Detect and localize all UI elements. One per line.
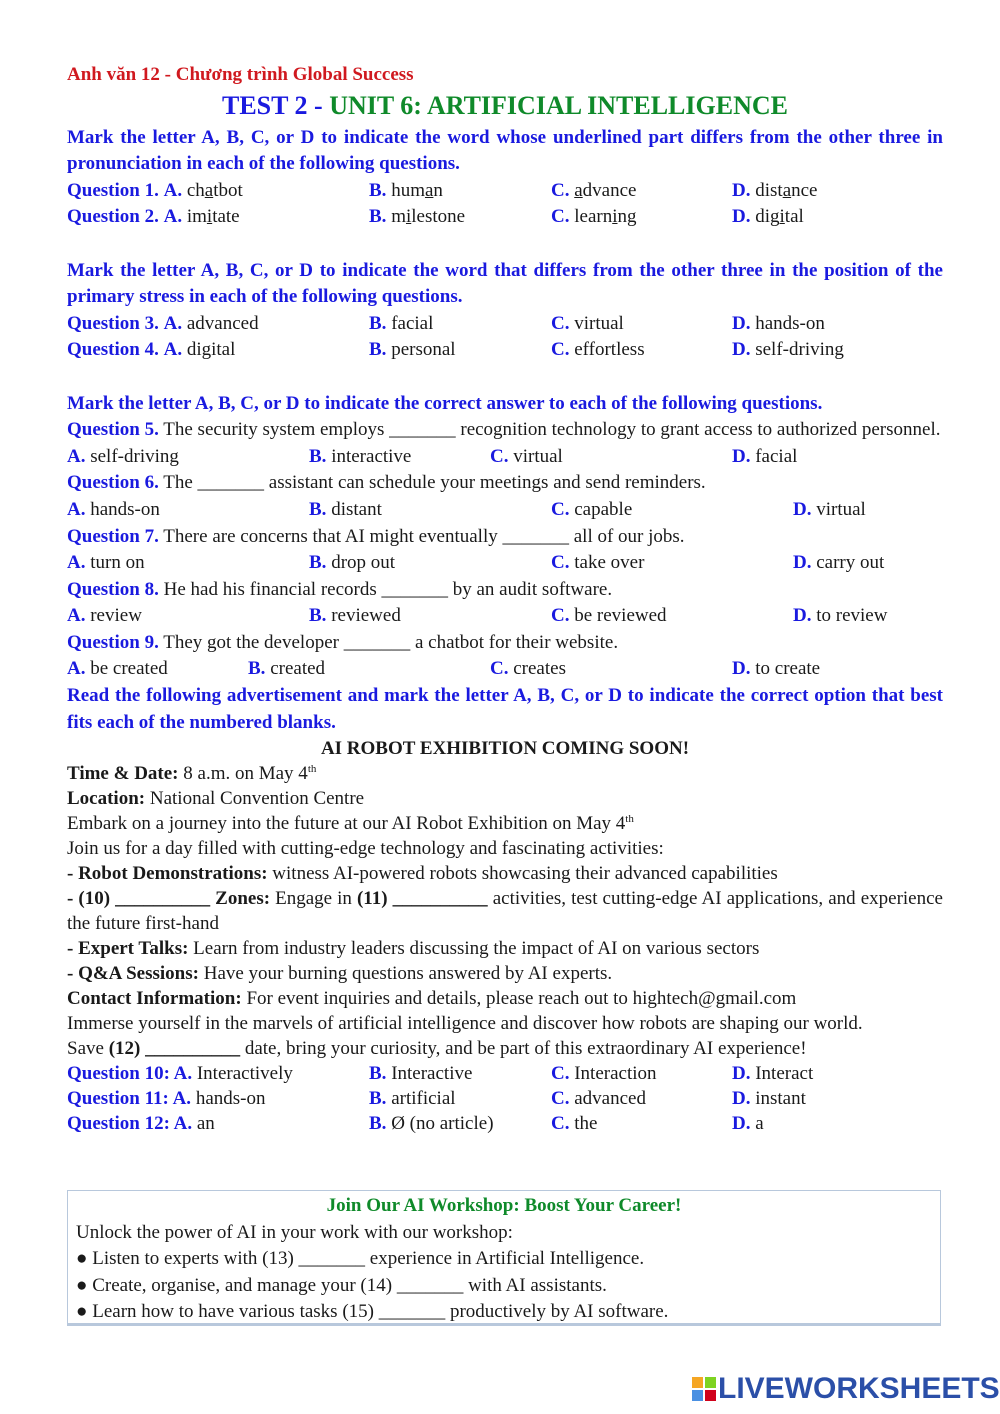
option-text: artificial xyxy=(386,1088,456,1110)
contact-text: For event inquiries and details, please reach out to hightech@gmail.com xyxy=(241,988,797,1010)
ad-join: Join us for a day filled with cutting-edge technology and fascinating activities: xyxy=(67,838,664,860)
option-text: facial xyxy=(391,312,434,334)
option-letter: B. xyxy=(369,1113,387,1135)
workshop-bullet-15: ● Learn how to have various tasks (15) _______ productively by AI software. xyxy=(76,1301,669,1322)
option-letter: B. xyxy=(309,605,327,627)
option-text: hum xyxy=(391,179,425,201)
option-letter: A. xyxy=(67,445,86,467)
save-text: Save xyxy=(67,1038,109,1060)
worksheet-page xyxy=(67,62,943,1136)
question-2-label: Question 2. xyxy=(67,206,159,228)
option-text: the xyxy=(569,1113,598,1135)
logo-square xyxy=(692,1390,703,1401)
option-text: created xyxy=(270,658,326,680)
question-3 xyxy=(67,311,943,338)
option-text: capable xyxy=(574,498,633,520)
option-letter: B. xyxy=(369,206,387,228)
section4-instruction: Read the following advertisement and mark the letter A, B, C, or D to indicate the correct option that best fits each of the numbered blanks. xyxy=(67,685,943,733)
question-10-label: Question 10: A. xyxy=(67,1063,193,1085)
unit-label: UNIT 6: ARTIFICIAL INTELLIGENCE xyxy=(329,90,788,120)
question-5-options xyxy=(67,444,943,471)
option-letter: C. xyxy=(490,658,509,680)
option-letter: A. xyxy=(163,312,183,334)
option-text: facial xyxy=(755,445,798,467)
embark-text: Embark on a journey into the future at our AI Robot Exhibition on May 4 xyxy=(67,813,626,835)
option-text: reviewed xyxy=(331,605,401,627)
option-text: personal xyxy=(391,339,456,361)
underlined-part: i xyxy=(779,206,785,228)
question-4 xyxy=(67,337,943,364)
option-text: distant xyxy=(331,498,382,520)
option-letter: A. xyxy=(67,605,86,627)
option-text: hands-on xyxy=(90,498,160,520)
ad-location xyxy=(67,786,943,811)
option-text: Interactive xyxy=(386,1063,473,1085)
option-letter: B. xyxy=(309,552,327,574)
option-text: dist xyxy=(755,179,783,201)
option-text: self-driving xyxy=(90,445,179,467)
qa-text: Have your burning questions answered by AI experts. xyxy=(198,963,613,985)
question-6-options xyxy=(67,497,943,524)
ad-robot xyxy=(67,861,943,886)
option-text: Ø (no article) xyxy=(386,1113,494,1135)
section1-instruction: Mark the letter A, B, C, or D to indicate the word whose underlined part differs from the other three in pronunciation in each of the following questions. xyxy=(67,126,943,175)
underlined-part: i xyxy=(612,206,618,228)
option-text: self-driving xyxy=(755,339,844,361)
underlined-part: a xyxy=(574,179,583,201)
question-8-options xyxy=(67,603,943,630)
question-9-label: Question 9. xyxy=(67,631,159,653)
option-text: Interaction xyxy=(569,1063,657,1085)
option-text: m xyxy=(391,206,406,228)
question-9-options xyxy=(67,656,943,683)
option-letter: D. xyxy=(732,1088,751,1110)
expert-text: Learn from industry leaders discussing the impact of AI on various sectors xyxy=(188,938,760,960)
logo-square xyxy=(705,1377,716,1388)
workshop-title: Join Our AI Workshop: Boost Your Career! xyxy=(326,1195,682,1216)
test-label: TEST 2 - xyxy=(222,90,330,120)
workshop-intro: Unlock the power of AI in your work with our workshop: xyxy=(76,1221,513,1243)
superscript: th xyxy=(625,813,634,826)
option-text: lestone xyxy=(411,206,466,228)
underlined-part: a xyxy=(782,179,792,201)
question-5-stem xyxy=(67,417,943,444)
option-text: ch xyxy=(186,179,205,201)
option-letter: B. xyxy=(369,1088,387,1110)
question-11-label: Question 11: A. xyxy=(67,1088,192,1110)
option-letter: D. xyxy=(732,312,751,334)
option-text: review xyxy=(90,605,142,627)
option-letter: C. xyxy=(551,1113,570,1135)
location-label: Location: xyxy=(67,788,146,810)
underlined-part: a xyxy=(204,179,214,201)
time-value: 8 a.m. on May 4 xyxy=(178,763,308,785)
section3-instruction: Mark the letter A, B, C, or D to indicate the correct answer to each of the following questions. xyxy=(67,392,823,414)
question-3-label: Question 3. xyxy=(67,312,159,334)
option-letter: B. xyxy=(248,658,266,680)
question-11 xyxy=(67,1086,943,1111)
robot-text: witness AI-powered robots showcasing their advanced capabilities xyxy=(267,863,778,885)
question-4-label: Question 4. xyxy=(67,339,159,361)
section2-instruction: Mark the letter A, B, C, or D to indicate the word that differs from the other three in the position of the primary stress in each of the following questions. xyxy=(67,259,943,308)
option-text: instant xyxy=(750,1088,806,1110)
option-text: Interactively xyxy=(192,1063,293,1085)
underlined-part: i xyxy=(206,206,213,228)
workshop-bullet-14: ● Create, organise, and manage your (14) _______ with AI assistants. xyxy=(76,1274,607,1296)
qa-label: - Q&A Sessions: xyxy=(67,963,199,985)
question-1-label: Question 1. xyxy=(67,179,159,201)
option-text: virtual xyxy=(816,498,866,520)
question-6-label: Question 6. xyxy=(67,472,159,494)
zones-text: Engage in xyxy=(270,888,357,910)
option-text: digital xyxy=(186,339,236,361)
option-text: advanced xyxy=(569,1088,646,1110)
blank-12: (12) __________ xyxy=(108,1038,241,1060)
liveworksheets-logo xyxy=(692,1374,1000,1404)
ad-time xyxy=(67,761,943,786)
option-letter: D. xyxy=(732,339,751,361)
logo-icon xyxy=(692,1377,716,1401)
option-text: tal xyxy=(784,206,804,228)
option-text: turn on xyxy=(90,552,145,574)
option-text: Interact xyxy=(750,1063,814,1085)
question-text: The security system employs _______ recognition technology to grant access to authorized personnel. xyxy=(158,419,941,441)
advertisement xyxy=(67,736,943,1061)
option-text: n xyxy=(433,179,443,201)
option-letter: C. xyxy=(551,552,570,574)
question-8-label: Question 8. xyxy=(67,578,159,600)
option-text: creates xyxy=(513,658,566,680)
underlined-part: i xyxy=(405,206,412,228)
superscript: th xyxy=(307,763,317,776)
option-text: dig xyxy=(755,206,780,228)
option-letter: A. xyxy=(163,206,183,228)
question-8-stem xyxy=(67,577,943,604)
option-letter: B. xyxy=(369,179,387,201)
option-text: be created xyxy=(90,658,168,680)
zones-label: - (10) __________ Zones: xyxy=(67,888,271,910)
option-text: hands-on xyxy=(191,1088,266,1110)
option-letter: D. xyxy=(732,1063,751,1085)
option-text: be reviewed xyxy=(574,605,667,627)
option-letter: C. xyxy=(551,1063,570,1085)
option-text: advanced xyxy=(186,312,259,334)
option-letter: A. xyxy=(163,339,183,361)
question-6-stem xyxy=(67,470,943,497)
option-text: nce xyxy=(791,179,818,201)
underlined-part: a xyxy=(424,179,434,201)
option-letter: A. xyxy=(67,498,86,520)
ad-contact xyxy=(67,986,943,1011)
option-letter: B. xyxy=(369,1063,387,1085)
option-text: effortless xyxy=(574,339,645,361)
option-letter: C. xyxy=(551,179,570,201)
option-letter: C. xyxy=(551,1088,570,1110)
robot-label: - Robot Demonstrations: xyxy=(67,863,268,885)
option-letter: B. xyxy=(369,312,387,334)
option-letter: C. xyxy=(551,498,570,520)
option-letter: C. xyxy=(551,312,570,334)
option-letter: A. xyxy=(67,552,86,574)
question-9-stem xyxy=(67,630,943,657)
option-letter: A. xyxy=(67,658,86,680)
option-letter: D. xyxy=(732,206,751,228)
option-letter: C. xyxy=(490,445,509,467)
option-letter: C. xyxy=(551,206,570,228)
option-text: virtual xyxy=(574,312,624,334)
contact-label: Contact Information: xyxy=(67,988,242,1010)
question-text: They got the developer _______ a chatbot for their website. xyxy=(158,631,619,653)
option-letter: D. xyxy=(732,445,751,467)
question-text: The _______ assistant can schedule your meetings and send reminders. xyxy=(158,472,706,494)
question-1 xyxy=(67,178,943,205)
option-letter: C. xyxy=(551,339,570,361)
option-letter: D. xyxy=(732,179,751,201)
option-letter: B. xyxy=(309,445,327,467)
question-5-label: Question 5. xyxy=(67,419,159,441)
option-letter: B. xyxy=(369,339,387,361)
option-letter: D. xyxy=(732,658,751,680)
time-label: Time & Date: xyxy=(67,763,179,785)
option-letter: A. xyxy=(163,179,183,201)
option-letter: B. xyxy=(309,498,327,520)
option-text: hands-on xyxy=(755,312,825,334)
option-text: virtual xyxy=(513,445,563,467)
question-12 xyxy=(67,1111,943,1136)
option-text: carry out xyxy=(816,552,885,574)
option-letter: D. xyxy=(793,498,812,520)
option-text: tate xyxy=(212,206,240,228)
question-12-label: Question 12: A. xyxy=(67,1113,193,1135)
zones-text: activities, test cutting-edge AI applications, and experience the future first-hand xyxy=(67,888,943,935)
ad-save xyxy=(67,1036,943,1061)
page-title xyxy=(67,89,943,123)
logo-square xyxy=(705,1390,716,1401)
ad-embark xyxy=(67,811,943,836)
option-text: dvance xyxy=(582,179,637,201)
question-2 xyxy=(67,204,943,231)
option-text: drop out xyxy=(331,552,396,574)
blank-11: (11) __________ xyxy=(356,888,488,910)
option-text: ng xyxy=(617,206,637,228)
question-text: There are concerns that AI might eventually _______ all of our jobs. xyxy=(158,525,685,547)
option-text: an xyxy=(192,1113,215,1135)
option-text: im xyxy=(186,206,207,228)
save-text: date, bring your curiosity, and be part of this extraordinary AI experience! xyxy=(240,1038,807,1060)
option-letter: D. xyxy=(793,605,812,627)
question-text: He had his financial records _______ by an audit software. xyxy=(158,578,613,600)
logo-square xyxy=(692,1377,703,1388)
question-7-stem xyxy=(67,524,943,551)
ad-title: AI ROBOT EXHIBITION COMING SOON! xyxy=(320,738,690,760)
workshop-bullet-13: ● Listen to experts with (13) _______ experience in Artificial Intelligence. xyxy=(76,1248,645,1269)
option-text: learn xyxy=(574,206,613,228)
question-10 xyxy=(67,1061,943,1086)
ad-zones xyxy=(67,886,943,936)
expert-label: - Expert Talks: xyxy=(67,938,189,960)
course-label: Anh văn 12 - Chương trình Global Success xyxy=(67,64,414,85)
ad-qa xyxy=(67,961,943,986)
option-text: interactive xyxy=(331,445,412,467)
question-7-label: Question 7. xyxy=(67,525,159,547)
ad-expert xyxy=(67,936,943,961)
workshop-box xyxy=(67,1190,941,1326)
option-letter: D. xyxy=(732,1113,751,1135)
option-letter: C. xyxy=(551,605,570,627)
ad-immerse: Immerse yourself in the marvels of artificial intelligence and discover how robots are shaping our world. xyxy=(67,1013,863,1035)
option-text: to review xyxy=(816,605,888,627)
option-text: take over xyxy=(574,552,645,574)
location-value: National Convention Centre xyxy=(145,788,365,810)
option-text: a xyxy=(750,1113,764,1135)
logo-text: LIVEWORKSHEETS xyxy=(718,1372,1000,1405)
question-7-options xyxy=(67,550,943,577)
option-letter: D. xyxy=(793,552,812,574)
option-text: tbot xyxy=(213,179,243,201)
option-text: to create xyxy=(755,658,821,680)
